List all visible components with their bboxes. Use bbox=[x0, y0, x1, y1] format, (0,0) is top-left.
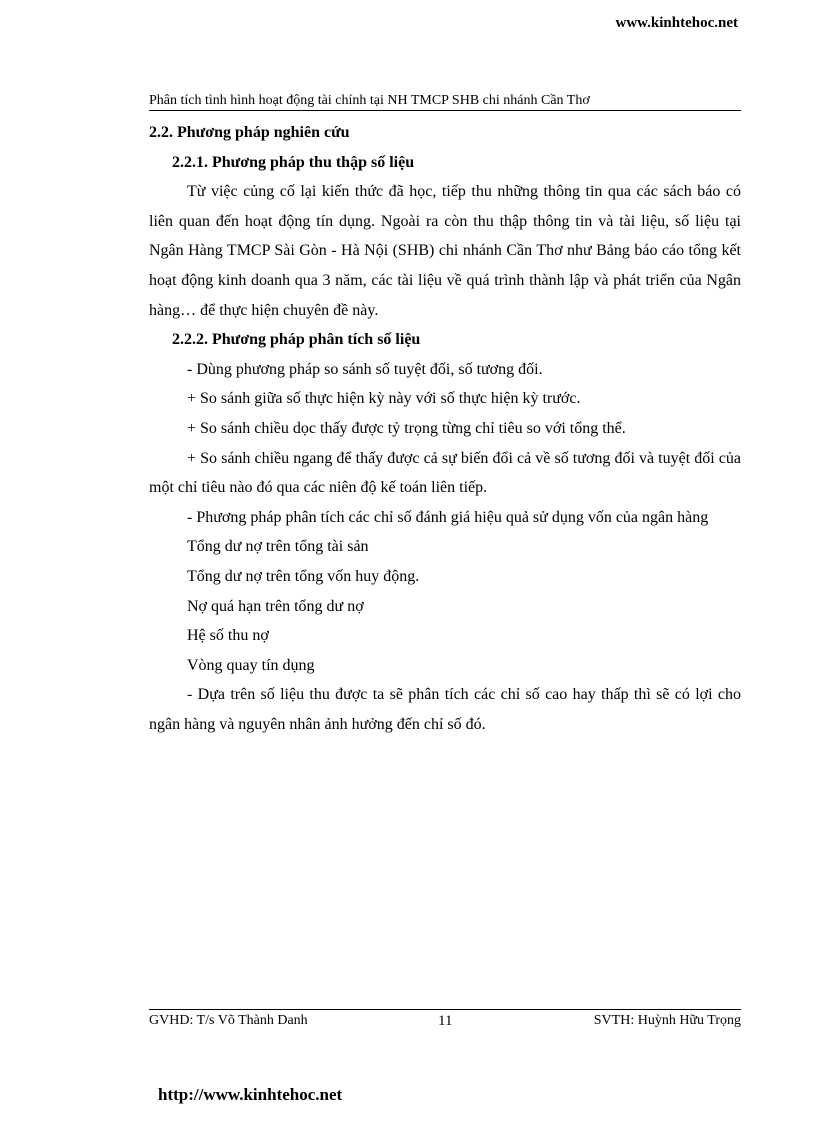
analysis-line-5: - Phương pháp phân tích các chỉ số đánh giá hiệu quả sử dụng vốn của ngân hàng bbox=[187, 508, 709, 526]
analysis-line-3: + So sánh chiều dọc thấy được tỷ trọng từng chỉ tiêu so với tổng thể. bbox=[187, 419, 626, 437]
ratio-item: Vòng quay tín dụng bbox=[187, 656, 315, 674]
footer-divider bbox=[149, 1009, 741, 1010]
ratio-item: Hệ số thu nợ bbox=[187, 627, 269, 645]
document-body bbox=[149, 118, 741, 739]
subsection-heading-2-2-2: 2.2.2. Phương pháp phân tích số liệu bbox=[172, 331, 421, 349]
ratio-item: Tổng dư nợ trên tổng vốn huy động. bbox=[187, 567, 420, 585]
analysis-line-4: + So sánh chiều ngang để thấy được cả sự biến đổi cả về số tương đối và tuyệt đối của một chỉ tiêu nào đó qua các niên độ kế toán liên tiếp. bbox=[149, 449, 741, 497]
analysis-line-2: + So sánh giữa số thực hiện kỳ này với số thực hiện kỳ trước. bbox=[187, 390, 581, 408]
site-url-bottom: http://www.kinhtehoc.net bbox=[158, 1085, 343, 1104]
paragraph-conclusion: - Dựa trên số liệu thu được ta sẽ phân tích các chỉ số cao hay thấp thì sẽ có lợi cho ngân hàng và nguyên nhân ảnh hưởng đến chỉ số đó. bbox=[149, 686, 741, 733]
footer-advisor: GVHD: T/s Võ Thành Danh bbox=[149, 1013, 308, 1028]
site-url-top: www.kinhtehoc.net bbox=[615, 15, 738, 31]
paragraph-data-collection: Từ việc củng cố lại kiến thức đã học, tiếp thu những thông tin qua các sách báo có liên quan đến hoạt động tín dụng. Ngoài ra còn thu thập thông tin và tài liệu, số liệu tại Ngân Hàng TMCP Sài Gòn - Hà Nội (SHB) chi nhánh Cần Thơ như Bảng báo cáo tổng kết hoạt động kinh doanh qua 3 năm, các tài liệu về quá trình thành lập và phát triển của Ngân hàng… để thực hiện chuyên đề này. bbox=[149, 183, 741, 319]
section-heading-2-2: 2.2. Phương pháp nghiên cứu bbox=[149, 124, 350, 141]
footer-student: SVTH: Huỳnh Hữu Trọng bbox=[593, 1013, 741, 1028]
ratio-item: Nợ quá hạn trên tổng dư nợ bbox=[187, 597, 364, 615]
running-header: Phân tích tình hình hoạt động tài chính tại NH TMCP SHB chi nhánh Cần Thơ bbox=[149, 93, 741, 111]
subsection-heading-2-2-1: 2.2.1. Phương pháp thu thập số liệu bbox=[172, 153, 415, 171]
page-number: 11 bbox=[438, 1013, 453, 1029]
page-footer bbox=[149, 1013, 741, 1033]
analysis-line-1: - Dùng phương pháp so sánh số tuyệt đối, số tương đối. bbox=[187, 360, 543, 378]
ratio-item: Tổng dư nợ trên tổng tài sản bbox=[187, 538, 369, 556]
